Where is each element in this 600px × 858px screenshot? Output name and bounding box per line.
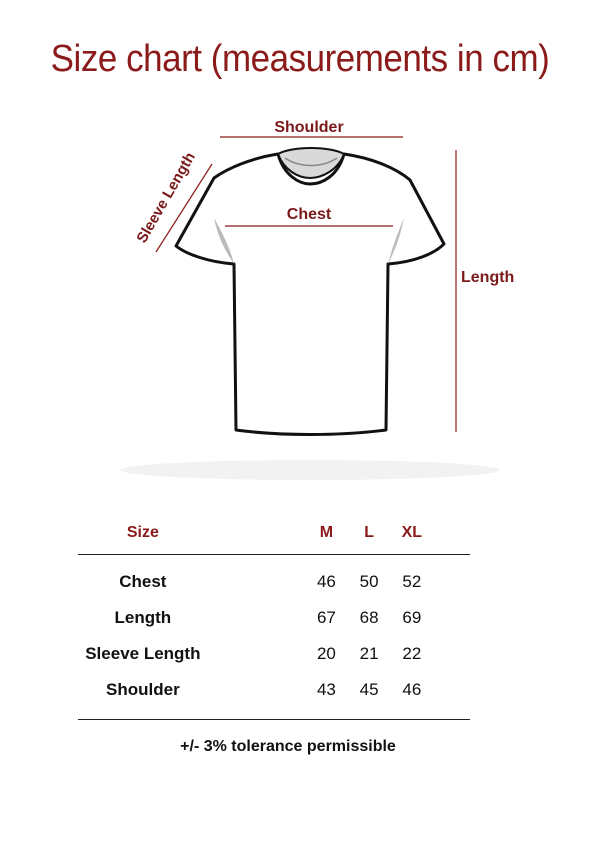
size-table (78, 512, 470, 720)
tolerance-note: +/- 3% tolerance permissible (180, 738, 396, 755)
table-row (78, 672, 470, 720)
cell-value: 50 (359, 572, 379, 591)
row-name: Chest (119, 572, 167, 591)
table-row (78, 636, 470, 672)
tshirt-outline (176, 154, 444, 435)
cell-value: 20 (316, 644, 336, 663)
cell-value: 46 (316, 572, 336, 591)
header-size: Size (126, 524, 159, 541)
sleeve-length-label: Sleeve Length (133, 149, 199, 247)
row-name: Sleeve Length (85, 644, 201, 663)
cell-value: 67 (316, 608, 336, 627)
right-armhole-shade (388, 218, 404, 264)
header-l: L (364, 524, 374, 541)
cell-value: 43 (316, 680, 336, 699)
table-row (78, 555, 470, 601)
page-title: Size chart (measurements in cm) (50, 38, 550, 80)
header-xl: XL (401, 524, 423, 541)
cell-value: 22 (402, 644, 422, 663)
left-armhole-shade (214, 218, 234, 264)
row-name: Shoulder (106, 680, 180, 699)
chest-label: Chest (286, 206, 332, 223)
length-label: Length (461, 269, 515, 286)
header-m: M (319, 524, 334, 541)
row-name: Length (114, 608, 172, 627)
shirt-shadow (120, 460, 500, 480)
cell-value: 68 (359, 608, 379, 627)
cell-value: 21 (359, 644, 379, 663)
table-row (78, 600, 470, 636)
size-table-header (78, 512, 470, 555)
cell-value: 45 (359, 680, 379, 699)
cell-value: 69 (402, 608, 422, 627)
shoulder-label: Shoulder (274, 119, 344, 136)
cell-value: 46 (402, 680, 422, 699)
cell-value: 52 (402, 572, 422, 591)
